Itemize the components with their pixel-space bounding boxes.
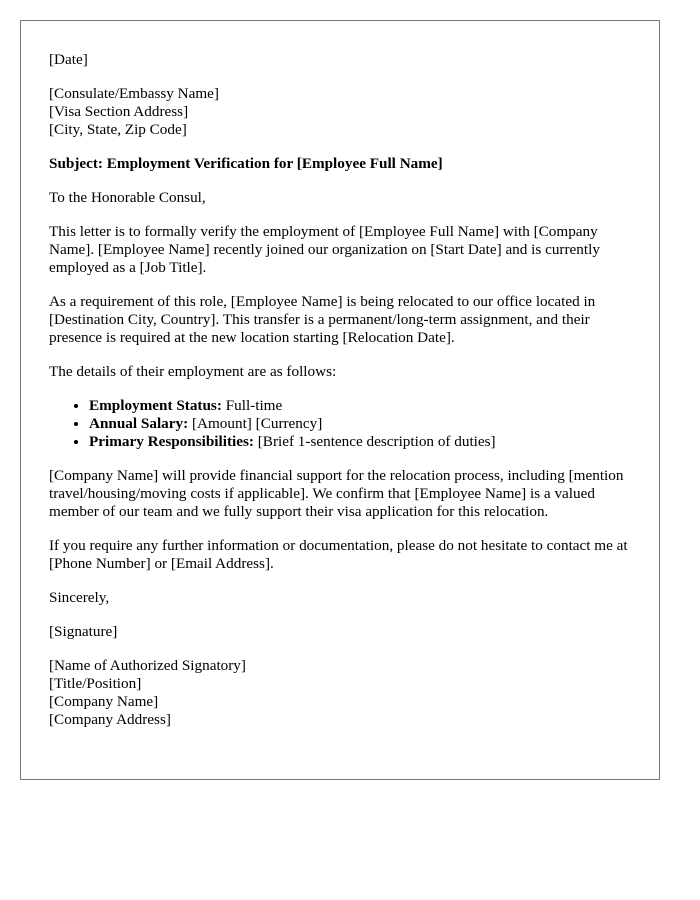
detail-value: Full-time — [221, 397, 283, 414]
recipient-city-line: [City, State, Zip Code] — [49, 121, 187, 138]
letter-document — [20, 20, 660, 780]
recipient-address-line: [Visa Section Address] — [49, 103, 189, 120]
signatory-title: [Title/Position] — [49, 675, 142, 692]
detail-label: Employment Status: — [89, 397, 222, 414]
body-paragraph-verification: This letter is to formally verify the employment of [Employee Full Name] with [Company Name]. [Employee Name] recently joined our organization on [Start Date] and is currently employed as a [Job Title]. — [49, 223, 600, 276]
signatory-company: [Company Name] — [49, 693, 159, 710]
recipient-name: [Consulate/Embassy Name] — [49, 85, 219, 102]
signatory-name: [Name of Authorized Signatory] — [49, 657, 246, 674]
letter-salutation: To the Honorable Consul, — [49, 189, 206, 206]
body-paragraph-support: [Company Name] will provide financial support for the relocation process, including [mention travel/housing/moving costs if applicable]. We confirm that [Employee Name] is a valued member of our team and we fully support their visa application for this relocation. — [49, 467, 624, 520]
detail-item-responsibilities — [89, 433, 631, 451]
employment-details-list — [49, 397, 631, 451]
detail-label: Annual Salary: — [89, 415, 189, 432]
detail-value: [Brief 1-sentence description of duties] — [253, 433, 496, 450]
detail-item-status — [89, 397, 631, 415]
body-paragraph-contact: If you require any further information or documentation, please do not hesitate to contact me at [Phone Number] or [Email Address]. — [49, 537, 628, 572]
letter-closing: Sincerely, — [49, 589, 110, 606]
detail-value: [Amount] [Currency] — [188, 415, 323, 432]
letter-date: [Date] — [49, 51, 88, 68]
detail-item-salary — [89, 415, 631, 433]
recipient-address — [49, 85, 631, 139]
signatory-block — [49, 657, 631, 729]
detail-label: Primary Responsibilities: — [89, 433, 254, 450]
letter-subject: Subject: Employment Verification for [Employee Full Name] — [49, 155, 443, 172]
signatory-address: [Company Address] — [49, 711, 171, 728]
details-intro: The details of their employment are as follows: — [49, 363, 337, 380]
signature-placeholder: [Signature] — [49, 623, 118, 640]
body-paragraph-relocation: As a requirement of this role, [Employee Name] is being relocated to our office located in [Destination City, Country]. This transfer is a permanent/long-term assignment, and their presence is required at the new location starting [Relocation Date]. — [49, 293, 596, 346]
